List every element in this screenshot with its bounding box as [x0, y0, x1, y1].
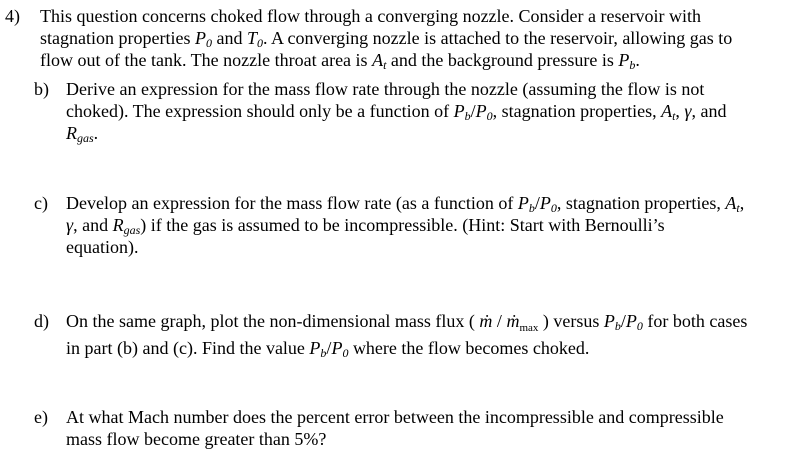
- math-segment: P: [453, 101, 465, 121]
- question-line: [40, 6, 701, 26]
- math-segment: 0: [636, 319, 643, 333]
- math-segment: P: [603, 311, 615, 331]
- text-segment: , and: [691, 101, 727, 121]
- part-label: b): [34, 79, 49, 99]
- math-segment: T: [246, 28, 257, 48]
- math-segment: t: [736, 201, 740, 215]
- text-segment: ) if the gas is assumed to be incompressible. (Hint: Start with Bernoulli’s: [140, 215, 665, 235]
- text-segment: where the flow becomes choked.: [348, 338, 590, 358]
- text-segment: mass flow become greater than 5%?: [66, 429, 327, 449]
- math-segment: γ: [684, 101, 692, 121]
- math-segment: P: [475, 101, 487, 121]
- text-segment: /: [534, 193, 540, 213]
- math-segment: γ: [66, 215, 74, 235]
- math-segment: P: [517, 193, 529, 213]
- math-segment: P: [539, 193, 551, 213]
- text-segment: /: [326, 338, 332, 358]
- math-segment: R: [112, 215, 124, 235]
- math-segment: P: [625, 311, 637, 331]
- text-segment: /: [492, 311, 507, 331]
- math-segment: gas: [123, 223, 141, 237]
- part-label: e): [34, 407, 48, 427]
- math-segment: ṁ: [479, 311, 493, 331]
- text-segment: /: [470, 101, 476, 121]
- text-segment: equation).: [66, 237, 139, 257]
- text-segment: ) versus: [538, 311, 604, 331]
- part-line: [66, 79, 704, 99]
- math-segment: t: [672, 109, 676, 123]
- part-line: [66, 429, 326, 449]
- question-line: [40, 50, 640, 75]
- text-segment: , stagnation properties,: [556, 193, 726, 213]
- math-segment: 0: [550, 201, 557, 215]
- text-segment: for both cases: [642, 311, 748, 331]
- math-segment: b: [320, 346, 327, 360]
- text-segment: Derive an expression for the mass flow rate through the nozzle (assuming the flow is not: [66, 79, 705, 99]
- part-line: [66, 215, 665, 240]
- text-segment: /: [620, 311, 626, 331]
- math-segment: gas: [77, 131, 94, 145]
- text-segment: Develop an expression for the mass flow rate (as a function of: [66, 193, 518, 213]
- text-segment: .: [635, 50, 640, 70]
- part-line: [66, 237, 138, 257]
- text-segment: ,: [739, 193, 745, 213]
- text-segment: in part (b) and (c). Find the value: [66, 338, 310, 358]
- part-line: [66, 407, 724, 427]
- part-label: d): [34, 311, 49, 331]
- text-segment: On the same graph, plot the non-dimensional mass flux (: [66, 311, 480, 331]
- math-segment: A: [725, 193, 737, 213]
- part-line: [66, 311, 747, 338]
- question-number: 4): [5, 6, 20, 26]
- text-segment: and the background pressure is: [386, 50, 619, 70]
- math-segment: b: [464, 109, 471, 123]
- math-segment: ṁ: [506, 311, 520, 331]
- math-segment: b: [614, 319, 621, 333]
- text-segment: choked). The expression should only be a function of: [66, 101, 454, 121]
- math-segment: 0: [342, 346, 349, 360]
- math-segment: P: [309, 338, 321, 358]
- text-segment: , and: [73, 215, 113, 235]
- text-segment: At what Mach number does the percent error between the incompressible and compressible: [66, 407, 724, 427]
- math-segment: 0: [486, 109, 493, 123]
- math-segment: R: [66, 123, 77, 143]
- math-segment: t: [383, 58, 387, 72]
- text-segment: stagnation properties: [40, 28, 195, 48]
- part-line: [66, 123, 98, 148]
- part-line: [66, 101, 727, 126]
- text-segment: . A converging nozzle is attached to the reservoir, allowing gas to: [262, 28, 733, 48]
- math-segment: P: [194, 28, 206, 48]
- math-segment: A: [661, 101, 673, 121]
- math-segment: b: [629, 58, 636, 72]
- math-segment: P: [618, 50, 630, 70]
- math-segment: b: [528, 201, 535, 215]
- text-segment: ,: [675, 101, 685, 121]
- text-segment: and: [211, 28, 247, 48]
- math-segment: max: [519, 322, 539, 334]
- text-segment: flow out of the tank. The nozzle throat area is: [40, 50, 373, 70]
- math-segment: 0: [256, 36, 263, 50]
- math-segment: A: [372, 50, 384, 70]
- part-label: c): [34, 193, 48, 213]
- math-segment: 0: [205, 36, 212, 50]
- part-line: [66, 338, 589, 363]
- math-segment: P: [331, 338, 343, 358]
- text-segment: .: [93, 123, 99, 143]
- text-segment: , stagnation properties,: [492, 101, 662, 121]
- text-segment: This question concerns choked flow through a converging nozzle. Consider a reservoir with: [40, 6, 701, 26]
